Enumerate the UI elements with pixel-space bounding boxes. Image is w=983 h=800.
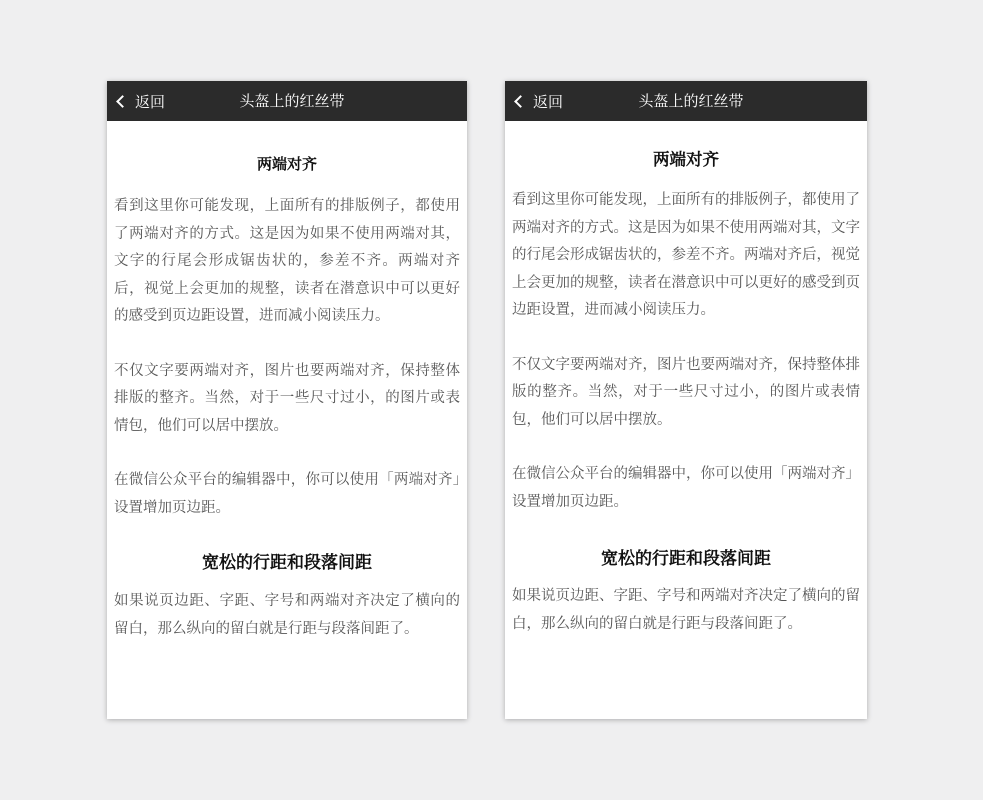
phone-preview-right [505, 81, 867, 719]
article-body [107, 153, 467, 643]
page-title: 头盔上的红丝带 [638, 92, 744, 110]
back-label: 返回 [533, 92, 564, 111]
paragraph: 不仅文字要两端对齐，图片也要两端对齐，保持整体排版的整齐。当然，对于一些尺寸过小，的图片或表情包，他们可以居中摆放。 [114, 362, 460, 434]
page-title: 头盔上的红丝带 [239, 92, 345, 110]
nav-bar [505, 81, 867, 121]
nav-bar [107, 81, 467, 121]
paragraph: 看到这里你可能发现，上面所有的排版例子，都使用了两端对齐的方式。这是因为如果不使用两端对其，文字的行尾会形成锯齿状的，参差不齐。两端对齐后，视觉上会更加的规整，读者在潜意识中可以更好的感受到页边距设置，进而减小阅读压力。 [114, 198, 460, 324]
section-heading: 宽松的行距和段落间距 [601, 549, 771, 569]
paragraph: 如果说页边距、字距、字号和两端对齐决定了横向的留白，那么纵向的留白就是行距与段落间距了。 [114, 593, 460, 637]
paragraph: 在微信公众平台的编辑器中，你可以使用「两端对齐」设置增加页边距。 [512, 466, 860, 510]
paragraph: 看到这里你可能发现，上面所有的排版例子，都使用了两端对齐的方式。这是因为如果不使用两端对其，文字的行尾会形成锯齿状的，参差不齐。两端对齐后，视觉上会更加的规整，读者在潜意识中可以更好的感受到页边距设置，进而减小阅读压力。 [512, 192, 860, 318]
section-heading: 宽松的行距和段落间距 [202, 553, 372, 573]
paragraph: 不仅文字要两端对齐，图片也要两端对齐，保持整体排版的整齐。当然，对于一些尺寸过小，的图片或表情包，他们可以居中摆放。 [512, 356, 860, 428]
section-heading: 两端对齐 [256, 155, 317, 173]
back-label: 返回 [135, 92, 166, 111]
article-body [505, 148, 867, 638]
phone-preview-left [107, 81, 467, 719]
section-heading: 两端对齐 [653, 150, 719, 169]
paragraph: 如果说页边距、字距、字号和两端对齐决定了横向的留白，那么纵向的留白就是行距与段落间距了。 [512, 588, 860, 632]
paragraph: 在微信公众平台的编辑器中，你可以使用「两端对齐」设置增加页边距。 [114, 472, 460, 516]
